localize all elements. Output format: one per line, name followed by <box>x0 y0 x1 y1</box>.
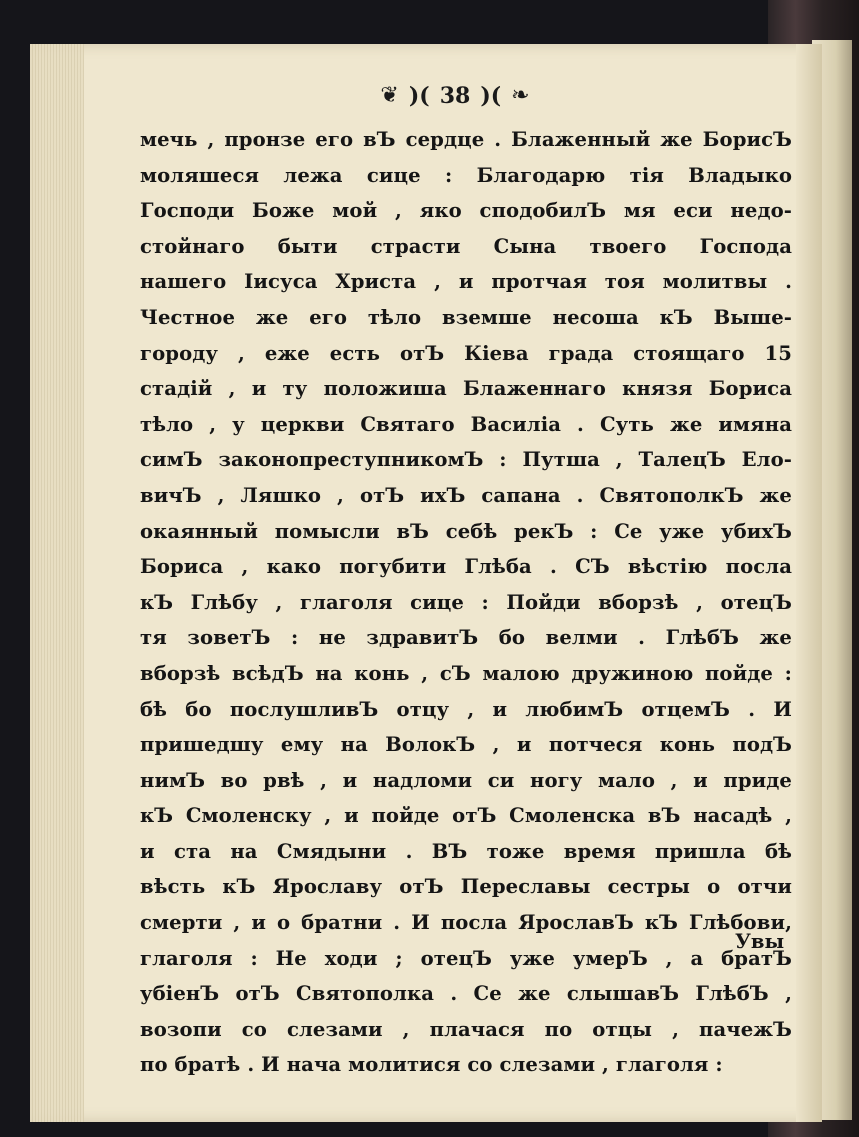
text-line: симЪ законопреступникомЪ : Путша , ТалецЪ Ело- <box>140 448 792 472</box>
catchword: Увы <box>735 930 785 953</box>
text-line: нашего Іисуса Христа , и протчая тоя молитвы . <box>140 270 792 294</box>
text-line: моляшеся лежа сице : Благодарю тія Владыко <box>140 163 792 187</box>
text-line: Честное же его тѣло вземше несоша кЪ Выше- <box>140 305 792 329</box>
text-line: вборзѣ всѣдЪ на конь , сЪ малою дружиною пойде : <box>140 661 792 685</box>
text-line: возопи со слезами , плачася по отцы , пачежЪ <box>140 1017 792 1041</box>
text-line: Бориса , како погубити Глѣба . СЪ вѣстію посла <box>140 555 792 579</box>
page-header <box>350 76 560 116</box>
page-number: 38 <box>439 83 471 109</box>
text-line: мечь , пронзе его вЪ сердце . Блаженный же БорисЪ <box>140 128 792 151</box>
right-ornament-icon: ❧ <box>511 83 530 108</box>
text-line: тя зоветЪ : не здравитЪ бо велми . ГлѣбЪ же <box>140 626 792 650</box>
right-bracket: )( <box>480 83 502 109</box>
text-line: бѣ бо послушливЪ отцу , и любимЪ отцемЪ . И <box>140 697 792 721</box>
text-line: пришедшу ему на ВолокЪ , и потчеся конь подЪ <box>140 733 792 757</box>
text-line: смерти , и о братни . И посла ЯрославЪ кЪ Глѣбови, <box>140 911 792 935</box>
page-gutter <box>796 44 822 1122</box>
text-line: убіенЪ отЪ Святополка . Се же слышавЪ ГлѣбЪ , <box>140 982 792 1006</box>
body-text <box>140 122 792 1083</box>
text-line: тѣло , у церкви Святаго Василіа . Суть же имяна <box>140 412 792 436</box>
left-ornament-icon: ❦ <box>380 83 399 108</box>
text-line: по братѣ . И нача молитися со слезами , глаголя : <box>140 1053 723 1077</box>
text-line: стадій , и ту положиша Блаженнаго князя Бориса <box>140 377 792 401</box>
left-bracket: )( <box>408 83 430 109</box>
text-line: нимЪ во рвѣ , и надломи си ногу мало , и приде <box>140 768 792 792</box>
text-line: вѣсть кЪ Ярославу отЪ Переславы сестры о отчи <box>140 875 792 899</box>
text-line: вичЪ , Ляшко , отЪ ихЪ сапана . СвятополкЪ же <box>140 483 792 507</box>
text-line: кЪ Смоленску , и пойде отЪ Смоленска вЪ насадѣ , <box>140 804 792 828</box>
text-line: глаголя : Не ходи ; отецЪ уже умерЪ , а братЪ <box>140 946 792 970</box>
page-stack-edge <box>30 44 84 1122</box>
text-line: Господи Боже мой , яко сподобилЪ мя еси недо- <box>140 199 792 223</box>
text-line: стойнаго быти страсти Сына твоего Господа <box>140 234 792 258</box>
text-line: окаянный помысли вЪ себѣ рекЪ : Се уже убихЪ <box>140 519 792 543</box>
text-line: городу , еже есть отЪ Кiева града стоящаго 15 <box>140 341 792 365</box>
text-line: и ста на Смядыни . ВЪ тоже время пришла бѣ <box>140 839 792 863</box>
text-line: кЪ Глѣбу , глаголя сице : Пойди вборзѣ , отецЪ <box>140 590 792 614</box>
